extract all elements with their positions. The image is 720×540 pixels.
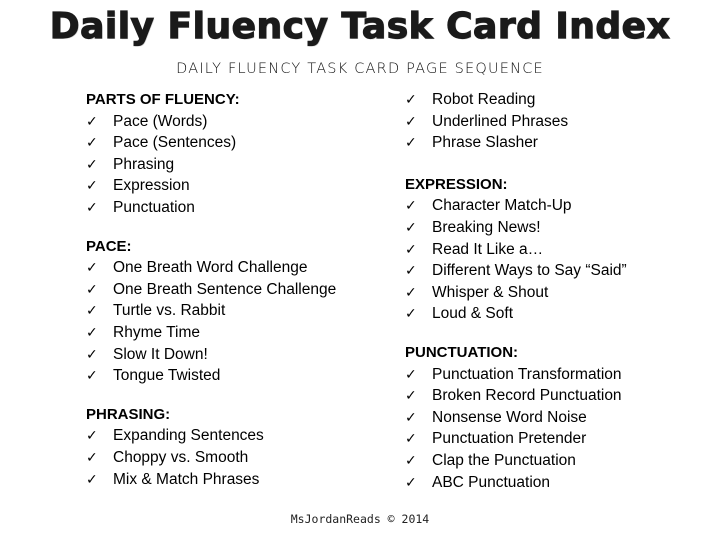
checkmark-icon: ✓	[405, 409, 417, 426]
list-item-label: Punctuation Pretender	[432, 430, 587, 448]
list-item	[405, 195, 627, 217]
list-item	[405, 472, 627, 494]
list-item-label: Mix & Match Phrases	[113, 470, 260, 488]
section-parts-of-fluency	[86, 89, 336, 219]
section-expression	[405, 174, 627, 325]
checkmark-icon: ✓	[405, 113, 417, 130]
list-item	[405, 132, 627, 154]
list-item	[86, 300, 336, 322]
list-item	[405, 217, 627, 239]
checkmark-icon: ✓	[86, 199, 98, 216]
left-column	[86, 89, 336, 507]
list-item	[86, 257, 336, 279]
list-item	[86, 425, 336, 447]
section-punctuation	[405, 342, 627, 493]
list-item-label: ABC Punctuation	[432, 473, 551, 491]
list-item-label: Loud & Soft	[432, 305, 514, 323]
list-item	[405, 89, 627, 111]
checkmark-icon: ✓	[86, 471, 98, 488]
list-item-label: Phrase Slasher	[432, 134, 538, 152]
list-item	[405, 282, 627, 304]
checkmark-icon: ✓	[86, 449, 98, 466]
list-item	[405, 260, 627, 282]
list-item-label: Expanding Sentences	[113, 427, 264, 445]
right-column	[405, 89, 627, 510]
list-item-label: Underlined Phrases	[432, 112, 569, 130]
list-item-label: Pace (Sentences)	[113, 134, 237, 152]
list-item-label: Choppy vs. Smooth	[113, 448, 249, 466]
checkmark-icon: ✓	[405, 366, 417, 383]
section-heading: PHRASING:	[86, 405, 171, 423]
checkmark-icon: ✓	[405, 452, 417, 469]
checkmark-icon: ✓	[405, 474, 417, 491]
section-heading: PARTS OF FLUENCY:	[86, 91, 240, 108]
list-item	[86, 447, 336, 469]
list-item	[405, 450, 627, 472]
checkmark-icon: ✓	[405, 263, 417, 280]
list-item-label: Robot Reading	[432, 91, 536, 108]
list-item	[86, 175, 336, 197]
list-item	[405, 407, 627, 429]
checkmark-icon: ✓	[405, 241, 417, 258]
list-item	[86, 344, 336, 366]
checkmark-icon: ✓	[405, 135, 417, 152]
checkmark-icon: ✓	[405, 388, 417, 405]
list-item	[405, 239, 627, 261]
list-item	[405, 111, 627, 133]
checkmark-icon: ✓	[86, 135, 98, 152]
list-item-label: Read It Like a…	[432, 240, 544, 258]
checkmark-icon: ✓	[405, 198, 417, 215]
checkmark-icon: ✓	[86, 324, 98, 341]
checkmark-icon: ✓	[405, 92, 417, 108]
list-item-label: Slow It Down!	[113, 345, 208, 363]
checkmark-icon: ✓	[86, 113, 98, 130]
checkmark-icon: ✓	[86, 178, 98, 195]
list-item-label: Different Ways to Say “Said”	[432, 262, 627, 280]
list-item-label: Clap the Punctuation	[432, 451, 576, 469]
list-item	[405, 428, 627, 450]
section-pace	[86, 236, 336, 387]
checkmark-icon: ✓	[405, 431, 417, 448]
list-item-label: Tongue Twisted	[113, 367, 221, 385]
section-phrasing	[86, 404, 336, 490]
list-item-label: One Breath Word Challenge	[113, 259, 308, 277]
list-item-label: Broken Record Punctuation	[432, 387, 622, 405]
checkmark-icon: ✓	[405, 284, 417, 301]
checkmark-icon: ✓	[86, 428, 98, 445]
section-heading: PACE:	[86, 237, 132, 255]
list-item-label: Rhyme Time	[113, 323, 200, 341]
checkmark-icon: ✓	[405, 306, 417, 323]
section-heading: EXPRESSION:	[405, 175, 508, 193]
list-item-label: Phrasing	[113, 155, 175, 173]
list-item-label: Whisper & Shout	[432, 283, 549, 301]
checkmark-icon: ✓	[86, 156, 98, 173]
list-item-label: Pace (Words)	[113, 112, 208, 130]
list-item-label: Character Match-Up	[432, 197, 572, 215]
list-item-label: Turtle vs. Rabbit	[113, 302, 226, 320]
list-item-label: Breaking News!	[432, 218, 541, 236]
page-title: Daily Fluency Task Card Index	[49, 6, 671, 47]
list-item-label: One Breath Sentence Challenge	[113, 280, 337, 298]
checkmark-icon: ✓	[86, 260, 98, 277]
list-item	[86, 154, 336, 176]
list-item	[86, 111, 336, 133]
checkmark-icon: ✓	[86, 368, 98, 385]
checkmark-icon: ✓	[86, 346, 98, 363]
list-item	[86, 322, 336, 344]
section-phrasing-continued	[405, 89, 627, 154]
copyright-footer: MsJordanReads © 2014	[290, 512, 430, 526]
checkmark-icon: ✓	[405, 219, 417, 236]
checkmark-icon: ✓	[86, 281, 98, 298]
list-item-label: Nonsense Word Noise	[432, 408, 587, 426]
page-subtitle: DAILY FLUENCY TASK CARD PAGE SEQUENCE	[176, 61, 544, 77]
list-item-label: Punctuation Transformation	[432, 365, 622, 383]
list-item	[86, 197, 336, 219]
list-item	[86, 469, 336, 491]
list-item	[86, 132, 336, 154]
list-item-label: Expression	[113, 177, 190, 195]
list-item	[405, 385, 627, 407]
list-item	[405, 364, 627, 386]
list-item-label: Punctuation	[113, 198, 195, 216]
list-item	[405, 303, 627, 325]
list-item	[86, 279, 336, 301]
section-heading: PUNCTUATION:	[405, 343, 519, 361]
checkmark-icon: ✓	[86, 303, 98, 320]
list-item	[86, 365, 336, 387]
